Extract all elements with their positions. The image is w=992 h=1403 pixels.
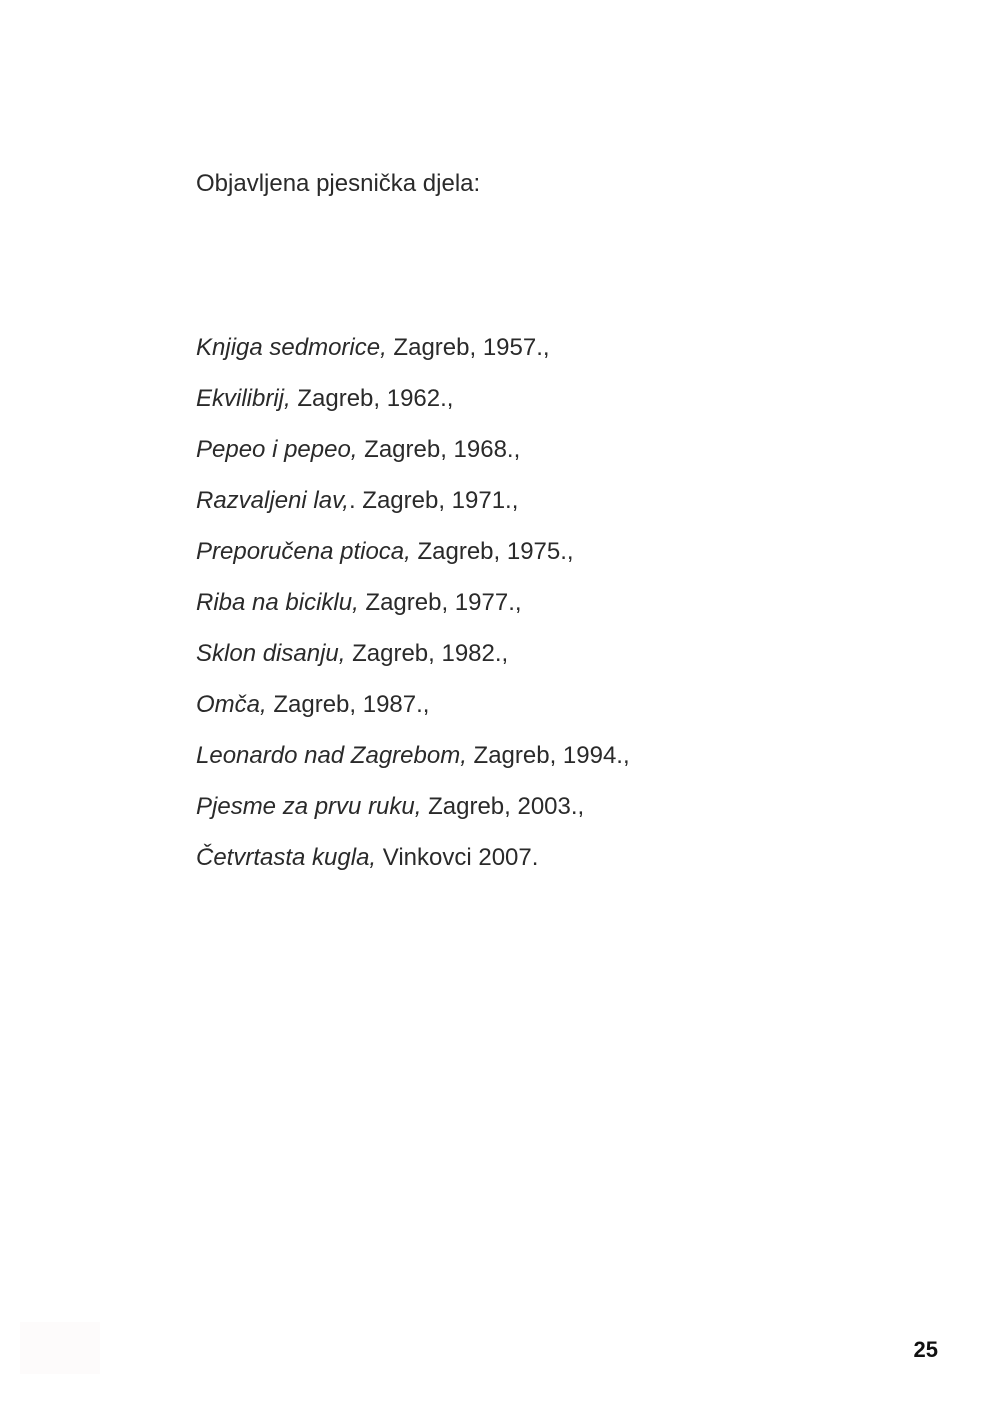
- work-title: Leonardo nad Zagrebom,: [196, 742, 467, 769]
- work-details: Zagreb, 1957.,: [386, 334, 550, 361]
- work-details: Zagreb, 1982.,: [345, 640, 509, 667]
- work-title: Preporučena ptioca,: [196, 538, 411, 565]
- section-heading: Objavljena pjesnička djela:: [196, 170, 481, 197]
- work-details: Zagreb, 1987.,: [266, 691, 430, 718]
- work-title: Ekvilibrij,: [196, 385, 291, 412]
- work-details: Vinkovci 2007.: [376, 844, 539, 871]
- list-item: [196, 791, 630, 842]
- list-item: [196, 536, 630, 587]
- list-item: [196, 485, 630, 536]
- list-item: [196, 587, 630, 638]
- work-title: Riba na biciklu,: [196, 589, 359, 616]
- scan-artifact: [20, 1322, 100, 1374]
- list-item: [196, 638, 630, 689]
- work-details: . Zagreb, 1971.,: [348, 487, 519, 514]
- list-item: [196, 740, 630, 791]
- work-details: Zagreb, 1962.,: [290, 385, 454, 412]
- list-item: [196, 842, 630, 893]
- list-item: [196, 434, 630, 485]
- work-title: Razvaljeni lav,: [196, 487, 349, 514]
- work-title: Sklon disanju,: [196, 640, 346, 667]
- list-item: [196, 689, 630, 740]
- published-works-list: [196, 332, 630, 893]
- work-details: Zagreb, 2003.,: [421, 793, 585, 820]
- work-details: Zagreb, 1968.,: [357, 436, 521, 463]
- work-title: Pjesme za prvu ruku,: [196, 793, 422, 820]
- work-details: Zagreb, 1994.,: [466, 742, 630, 769]
- work-title: Pepeo i pepeo,: [196, 436, 358, 463]
- list-item: [196, 383, 630, 434]
- page-number: 25: [913, 1337, 938, 1362]
- work-details: Zagreb, 1975.,: [410, 538, 574, 565]
- list-item: [196, 332, 630, 383]
- work-title: Knjiga sedmorice,: [196, 334, 387, 361]
- work-title: Omča,: [196, 691, 267, 718]
- work-title: Četvrtasta kugla,: [196, 844, 377, 871]
- work-details: Zagreb, 1977.,: [358, 589, 522, 616]
